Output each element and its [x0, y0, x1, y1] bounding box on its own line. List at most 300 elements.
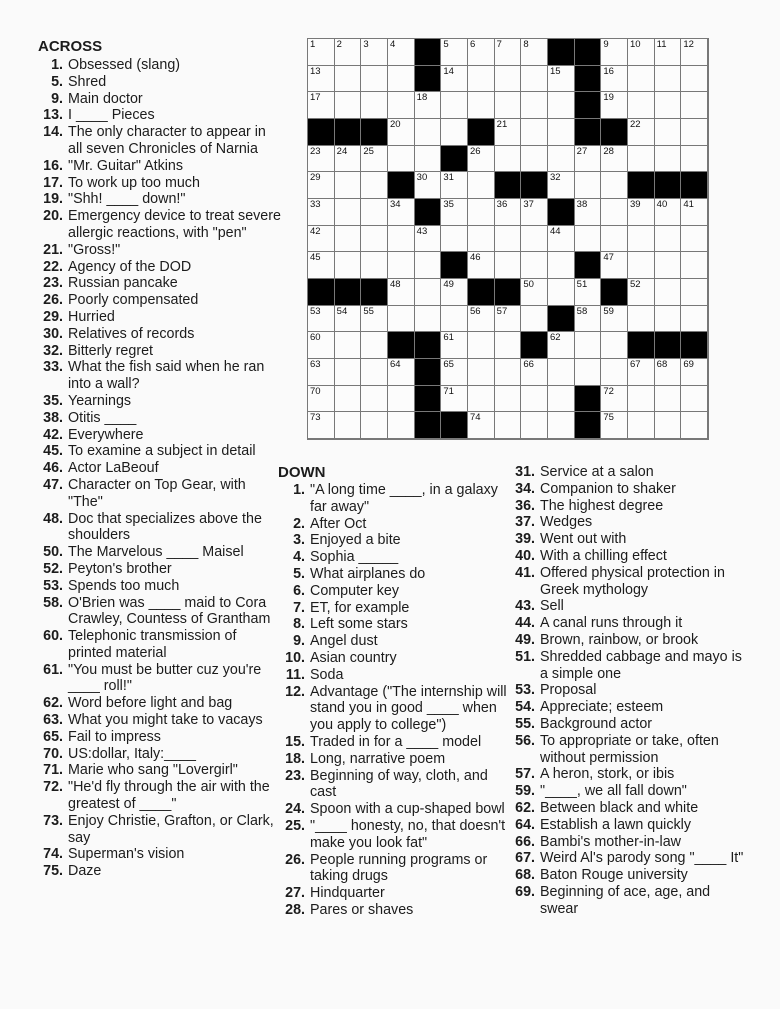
grid-cell-9-15[interactable]: [681, 252, 708, 279]
grid-cell-13-13[interactable]: [628, 359, 655, 386]
grid-cell-3-10[interactable]: [548, 92, 575, 119]
grid-cell-11-5[interactable]: [415, 306, 442, 333]
grid-cell-13-4[interactable]: [388, 359, 415, 386]
grid-cell-11-4[interactable]: [388, 306, 415, 333]
grid-cell-15-4[interactable]: [388, 412, 415, 439]
grid-cell-10-9[interactable]: [521, 279, 548, 306]
grid-cell-2-4[interactable]: [388, 66, 415, 93]
grid-cell-2-3[interactable]: [361, 66, 388, 93]
clue-number: 14.: [43, 124, 63, 141]
grid-cell-7-3[interactable]: [361, 199, 388, 226]
grid-cell-2-7[interactable]: [468, 66, 495, 93]
grid-cell-2-6[interactable]: [441, 66, 468, 93]
grid-cell-14-12[interactable]: [601, 386, 628, 413]
clue-text: Obsessed (slang): [68, 57, 181, 73]
clue-number: 6.: [293, 582, 305, 599]
clue-number: 60.: [43, 628, 63, 645]
grid-cell-9-7[interactable]: [468, 252, 495, 279]
crossword-grid: [307, 38, 709, 440]
grid-cell-6-2[interactable]: [335, 172, 362, 199]
grid-cell-5-1[interactable]: [308, 146, 335, 173]
grid-cell-6-11[interactable]: [575, 172, 602, 199]
clue: [508, 565, 748, 599]
clue-number: 58.: [43, 594, 63, 611]
grid-cell-14-13[interactable]: [628, 386, 655, 413]
cell-number: 75: [603, 412, 614, 424]
grid-cell-11-2[interactable]: [335, 306, 362, 333]
grid-cell-15-7[interactable]: [468, 412, 495, 439]
cell-number: 47: [603, 252, 614, 264]
grid-cell-3-1[interactable]: [308, 92, 335, 119]
grid-cell-15-8[interactable]: [495, 412, 522, 439]
grid-cell-12-7[interactable]: [468, 332, 495, 359]
grid-cell-7-8[interactable]: [495, 199, 522, 226]
clue: [36, 662, 284, 696]
grid-cell-5-12[interactable]: [601, 146, 628, 173]
grid-cell-1-10: [548, 39, 575, 66]
clue-number: 13.: [43, 107, 63, 124]
grid-cell-13-15[interactable]: [681, 359, 708, 386]
grid-cell-9-5[interactable]: [415, 252, 442, 279]
grid-cell-7-15[interactable]: [681, 199, 708, 226]
clue: [36, 359, 284, 393]
clue-text: Telephonic transmission of printed material: [68, 628, 237, 661]
grid-cell-8-15[interactable]: [681, 226, 708, 253]
grid-cell-3-7[interactable]: [468, 92, 495, 119]
clue-text: Wedges: [540, 514, 593, 531]
grid-cell-2-2[interactable]: [335, 66, 362, 93]
clue-text: Shredded cabbage and mayo is a simple one: [540, 648, 742, 682]
grid-cell-13-12[interactable]: [601, 359, 628, 386]
grid-cell-14-14[interactable]: [655, 386, 682, 413]
clue: [36, 74, 284, 91]
grid-cell-10-11[interactable]: [575, 279, 602, 306]
cell-number: 21: [496, 118, 508, 130]
grid-cell-13-2[interactable]: [335, 359, 362, 386]
grid-cell-9-9[interactable]: [521, 252, 548, 279]
grid-cell-2-10[interactable]: [548, 66, 575, 93]
grid-cell-3-9[interactable]: [521, 92, 548, 119]
grid-cell-8-8[interactable]: [495, 226, 522, 253]
grid-cell-5-5[interactable]: [415, 146, 442, 173]
clue: [36, 460, 284, 477]
grid-cell-3-6[interactable]: [441, 92, 468, 119]
grid-cell-7-13[interactable]: [628, 199, 655, 226]
clue: [36, 695, 284, 712]
grid-cell-6-5[interactable]: [415, 172, 442, 199]
clue-text: US:dollar, Italy:____: [68, 745, 196, 762]
grid-cell-3-5[interactable]: [415, 92, 442, 119]
clue-text: People running programs or taking drugs: [310, 851, 488, 885]
grid-cell-8-4[interactable]: [388, 226, 415, 253]
grid-cell-8-11[interactable]: [575, 226, 602, 253]
clue-text: Sell: [540, 598, 564, 615]
clue-number: 15.: [285, 733, 305, 750]
grid-cell-15-14[interactable]: [655, 412, 682, 439]
grid-cell-7-6[interactable]: [441, 199, 468, 226]
grid-cell-4-15[interactable]: [681, 119, 708, 146]
clue: [36, 813, 284, 847]
cell-number: 13: [310, 65, 321, 77]
cell-number: 12: [683, 39, 694, 50]
cell-number: 43: [416, 225, 428, 237]
clue-text: Advantage ("The internship will stand you in good ____ when you apply to college"): [310, 683, 507, 734]
grid-cell-12-10[interactable]: [548, 332, 575, 359]
grid-cell-9-14[interactable]: [655, 252, 682, 279]
grid-cell-4-10[interactable]: [548, 119, 575, 146]
clue-number: 5.: [51, 73, 63, 90]
grid-cell-6-12[interactable]: [601, 172, 628, 199]
down-clue-list-col1: [278, 482, 510, 919]
cell-number: 70: [310, 385, 321, 397]
grid-cell-11-3[interactable]: [361, 306, 388, 333]
clue-text: Left some stars: [310, 616, 408, 633]
clue-number: 50.: [43, 544, 63, 561]
grid-cell-7-12[interactable]: [601, 199, 628, 226]
grid-cell-6-10[interactable]: [548, 172, 575, 199]
grid-cell-5-8[interactable]: [495, 146, 522, 173]
clue: [508, 766, 748, 783]
clue-number: 43.: [515, 598, 535, 615]
grid-cell-15-15[interactable]: [681, 412, 708, 439]
grid-cell-15-2[interactable]: [335, 412, 362, 439]
grid-cell-5-4[interactable]: [388, 146, 415, 173]
grid-cell-4-11: [575, 119, 602, 146]
grid-cell-11-11[interactable]: [575, 306, 602, 333]
grid-cell-11-12[interactable]: [601, 306, 628, 333]
grid-cell-5-14[interactable]: [655, 146, 682, 173]
clue-text: Computer key: [310, 582, 399, 599]
grid-cell-2-13[interactable]: [628, 66, 655, 93]
clue: [36, 309, 284, 326]
cell-number: 41: [683, 198, 694, 210]
grid-cell-4-5[interactable]: [415, 119, 442, 146]
grid-cell-12-8[interactable]: [495, 332, 522, 359]
grid-cell-3-3[interactable]: [361, 92, 388, 119]
clue: [278, 549, 510, 566]
grid-cell-9-1[interactable]: [308, 252, 335, 279]
grid-cell-8-12[interactable]: [601, 226, 628, 253]
cell-number: 36: [496, 198, 508, 210]
grid-cell-5-2[interactable]: [335, 146, 362, 173]
grid-cell-14-3[interactable]: [361, 386, 388, 413]
clue-number: 69.: [515, 883, 535, 900]
grid-cell-1-2[interactable]: [335, 39, 362, 66]
grid-cell-7-1[interactable]: [308, 199, 335, 226]
grid-cell-1-3[interactable]: [361, 39, 388, 66]
grid-cell-9-2[interactable]: [335, 252, 362, 279]
grid-cell-5-13[interactable]: [628, 146, 655, 173]
clue-text: The only character to appear in all seven Chronicles of Narnia: [68, 124, 266, 157]
clue-number: 51.: [515, 648, 535, 665]
grid-cell-5-15[interactable]: [681, 146, 708, 173]
clue-text: Agency of the DOD: [68, 258, 192, 275]
grid-cell-12-12[interactable]: [601, 332, 628, 359]
cell-number: 26: [469, 145, 481, 157]
grid-cell-8-9[interactable]: [521, 226, 548, 253]
clue: [36, 275, 284, 292]
grid-cell-2-1[interactable]: [308, 66, 335, 93]
clue: [36, 846, 284, 863]
grid-cell-3-2[interactable]: [335, 92, 362, 119]
grid-cell-8-1[interactable]: [308, 226, 335, 253]
grid-cell-15-9[interactable]: [521, 412, 548, 439]
grid-cell-1-4[interactable]: [388, 39, 415, 66]
grid-cell-7-4[interactable]: [388, 199, 415, 226]
clue-text: "Mr. Guitar" Atkins: [68, 157, 184, 174]
grid-cell-3-13[interactable]: [628, 92, 655, 119]
grid-cell-10-15[interactable]: [681, 279, 708, 306]
grid-cell-12-11[interactable]: [575, 332, 602, 359]
cell-number: 3: [363, 39, 369, 50]
grid-cell-6-4: [388, 172, 415, 199]
clue-text: Companion to shaker: [540, 480, 676, 497]
grid-cell-2-14[interactable]: [655, 66, 682, 93]
clue-number: 20.: [43, 208, 63, 225]
clue-number: 72.: [43, 779, 63, 796]
grid-cell-6-1[interactable]: [308, 172, 335, 199]
grid-cell-6-6[interactable]: [441, 172, 468, 199]
grid-cell-13-8[interactable]: [495, 359, 522, 386]
grid-cell-13-14[interactable]: [655, 359, 682, 386]
grid-cell-14-7[interactable]: [468, 386, 495, 413]
grid-cell-7-9[interactable]: [521, 199, 548, 226]
cell-number: 65: [443, 358, 454, 370]
grid-cell-14-5: [415, 386, 442, 413]
grid-cell-7-14[interactable]: [655, 199, 682, 226]
grid-cell-8-10[interactable]: [548, 226, 575, 253]
clue-number: 28.: [285, 901, 305, 918]
grid-cell-1-1[interactable]: [308, 39, 335, 66]
grid-cell-8-7[interactable]: [468, 226, 495, 253]
clue-number: 53.: [515, 682, 535, 699]
grid-cell-10-10[interactable]: [548, 279, 575, 306]
clue-text: Establish a lawn quickly: [540, 816, 691, 833]
grid-cell-14-6[interactable]: [441, 386, 468, 413]
grid-cell-11-13[interactable]: [628, 306, 655, 333]
grid-cell-13-3[interactable]: [361, 359, 388, 386]
grid-cell-15-3[interactable]: [361, 412, 388, 439]
clue-number: 62.: [43, 695, 63, 712]
grid-cell-10-14[interactable]: [655, 279, 682, 306]
cell-number: 67: [629, 358, 641, 370]
grid-cell-13-6[interactable]: [441, 359, 468, 386]
clue: [278, 516, 510, 533]
grid-cell-9-13[interactable]: [628, 252, 655, 279]
grid-cell-7-11[interactable]: [575, 199, 602, 226]
grid-cell-6-3[interactable]: [361, 172, 388, 199]
clue: [278, 734, 510, 751]
grid-cell-4-4[interactable]: [388, 119, 415, 146]
grid-cell-5-10[interactable]: [548, 146, 575, 173]
grid-cell-8-3[interactable]: [361, 226, 388, 253]
cell-number: 56: [469, 305, 481, 317]
clue: [508, 783, 748, 800]
grid-cell-15-12[interactable]: [601, 412, 628, 439]
grid-cell-8-2[interactable]: [335, 226, 362, 253]
grid-cell-12-1[interactable]: [308, 332, 335, 359]
grid-cell-11-1[interactable]: [308, 306, 335, 333]
clue-text: To work up too much: [68, 174, 200, 191]
grid-cell-14-15[interactable]: [681, 386, 708, 413]
grid-cell-14-1[interactable]: [308, 386, 335, 413]
grid-cell-15-13[interactable]: [628, 412, 655, 439]
clue-number: 23.: [43, 275, 63, 292]
grid-cell-3-4[interactable]: [388, 92, 415, 119]
clue: [278, 633, 510, 650]
clue-text: O'Brien was ____ maid to Cora Crawley, Countess of Grantham: [68, 594, 271, 628]
clue-text: Traded in for a ____ model: [310, 733, 482, 750]
grid-cell-3-15[interactable]: [681, 92, 708, 119]
grid-cell-10-6[interactable]: [441, 279, 468, 306]
grid-cell-9-8[interactable]: [495, 252, 522, 279]
cell-number: 33: [310, 198, 321, 210]
grid-cell-2-15[interactable]: [681, 66, 708, 93]
clue-text: "You must be butter cuz you're ____ roll!": [68, 661, 262, 695]
cell-number: 10: [629, 39, 641, 50]
grid-cell-2-9[interactable]: [521, 66, 548, 93]
cell-number: 16: [603, 65, 614, 77]
grid-cell-13-9[interactable]: [521, 359, 548, 386]
grid-cell-7-7[interactable]: [468, 199, 495, 226]
grid-cell-11-10: [548, 306, 575, 333]
grid-cell-1-12[interactable]: [601, 39, 628, 66]
grid-cell-1-15[interactable]: [681, 39, 708, 66]
grid-cell-3-14[interactable]: [655, 92, 682, 119]
grid-cell-5-3[interactable]: [361, 146, 388, 173]
grid-cell-3-12[interactable]: [601, 92, 628, 119]
clue: [508, 531, 748, 548]
clue: [508, 867, 748, 884]
grid-cell-2-11: [575, 66, 602, 93]
grid-cell-10-5[interactable]: [415, 279, 442, 306]
clue: [508, 800, 748, 817]
clue-text: Bitterly regret: [68, 342, 154, 359]
clue-number: 32.: [43, 342, 63, 359]
clue-number: 35.: [43, 392, 63, 409]
grid-cell-9-12[interactable]: [601, 252, 628, 279]
grid-cell-12-2[interactable]: [335, 332, 362, 359]
clue-number: 61.: [43, 661, 63, 678]
grid-cell-5-7[interactable]: [468, 146, 495, 173]
grid-cell-5-9[interactable]: [521, 146, 548, 173]
cell-number: 62: [549, 332, 561, 344]
clue: [36, 242, 284, 259]
grid-cell-8-14[interactable]: [655, 226, 682, 253]
grid-cell-5-11[interactable]: [575, 146, 602, 173]
grid-cell-15-10[interactable]: [548, 412, 575, 439]
grid-cell-7-2[interactable]: [335, 199, 362, 226]
grid-cell-1-7[interactable]: [468, 39, 495, 66]
clue-number: 10.: [285, 649, 305, 666]
clue-number: 67.: [515, 850, 535, 867]
grid-cell-15-1[interactable]: [308, 412, 335, 439]
clue-number: 1.: [51, 57, 63, 73]
grid-cell-9-3[interactable]: [361, 252, 388, 279]
clue-number: 62.: [515, 799, 535, 816]
grid-cell-1-14[interactable]: [655, 39, 682, 66]
grid-cell-12-3[interactable]: [361, 332, 388, 359]
grid-cell-4-14[interactable]: [655, 119, 682, 146]
clue-text: Appreciate; esteem: [540, 699, 664, 716]
clue: [36, 729, 284, 746]
grid-cell-1-9[interactable]: [521, 39, 548, 66]
grid-cell-8-13[interactable]: [628, 226, 655, 253]
grid-cell-11-6[interactable]: [441, 306, 468, 333]
grid-cell-4-8[interactable]: [495, 119, 522, 146]
clue-text: To examine a subject in detail: [68, 443, 256, 460]
clue: [36, 124, 284, 158]
clue-number: 39.: [515, 531, 535, 548]
grid-cell-1-8[interactable]: [495, 39, 522, 66]
grid-cell-10-4[interactable]: [388, 279, 415, 306]
cell-number: 11: [656, 39, 667, 50]
clue: [508, 598, 748, 615]
clue-number: 26.: [285, 851, 305, 868]
grid-cell-11-8[interactable]: [495, 306, 522, 333]
grid-cell-11-14[interactable]: [655, 306, 682, 333]
clue: [278, 583, 510, 600]
grid-cell-9-4[interactable]: [388, 252, 415, 279]
grid-cell-13-1[interactable]: [308, 359, 335, 386]
grid-cell-13-11[interactable]: [575, 359, 602, 386]
grid-cell-3-11: [575, 92, 602, 119]
grid-cell-6-7[interactable]: [468, 172, 495, 199]
grid-cell-10-13[interactable]: [628, 279, 655, 306]
grid-cell-2-12[interactable]: [601, 66, 628, 93]
grid-cell-12-14: [655, 332, 682, 359]
grid-cell-13-10[interactable]: [548, 359, 575, 386]
clue: [36, 746, 284, 763]
clue: [508, 682, 748, 699]
cell-number: 72: [603, 385, 614, 397]
grid-cell-1-5: [415, 39, 442, 66]
grid-cell-8-6[interactable]: [441, 226, 468, 253]
grid-cell-13-7[interactable]: [468, 359, 495, 386]
grid-cell-12-13: [628, 332, 655, 359]
clue-text: The Marvelous ____ Maisel: [68, 544, 244, 561]
clue-text: Background actor: [540, 715, 653, 732]
clue-number: 68.: [515, 867, 535, 884]
grid-cell-15-5: [415, 412, 442, 439]
grid-cell-8-5[interactable]: [415, 226, 442, 253]
grid-cell-4-13[interactable]: [628, 119, 655, 146]
clue: [36, 511, 284, 545]
grid-cell-14-8[interactable]: [495, 386, 522, 413]
grid-cell-3-8[interactable]: [495, 92, 522, 119]
clue-number: 41.: [515, 564, 535, 581]
cell-number: 54: [336, 305, 348, 317]
grid-cell-14-2[interactable]: [335, 386, 362, 413]
grid-cell-2-8[interactable]: [495, 66, 522, 93]
clue: [36, 427, 284, 444]
grid-cell-1-13[interactable]: [628, 39, 655, 66]
clue-number: 21.: [43, 241, 63, 258]
grid-cell-12-6[interactable]: [441, 332, 468, 359]
grid-cell-11-15[interactable]: [681, 306, 708, 333]
grid-cell-11-9[interactable]: [521, 306, 548, 333]
grid-cell-1-6[interactable]: [441, 39, 468, 66]
grid-cell-4-9[interactable]: [521, 119, 548, 146]
grid-cell-4-6[interactable]: [441, 119, 468, 146]
clue: [508, 514, 748, 531]
grid-cell-14-9[interactable]: [521, 386, 548, 413]
grid-cell-9-10[interactable]: [548, 252, 575, 279]
grid-cell-11-7[interactable]: [468, 306, 495, 333]
clue: [36, 191, 284, 208]
grid-cell-14-10[interactable]: [548, 386, 575, 413]
grid-cell-14-4[interactable]: [388, 386, 415, 413]
